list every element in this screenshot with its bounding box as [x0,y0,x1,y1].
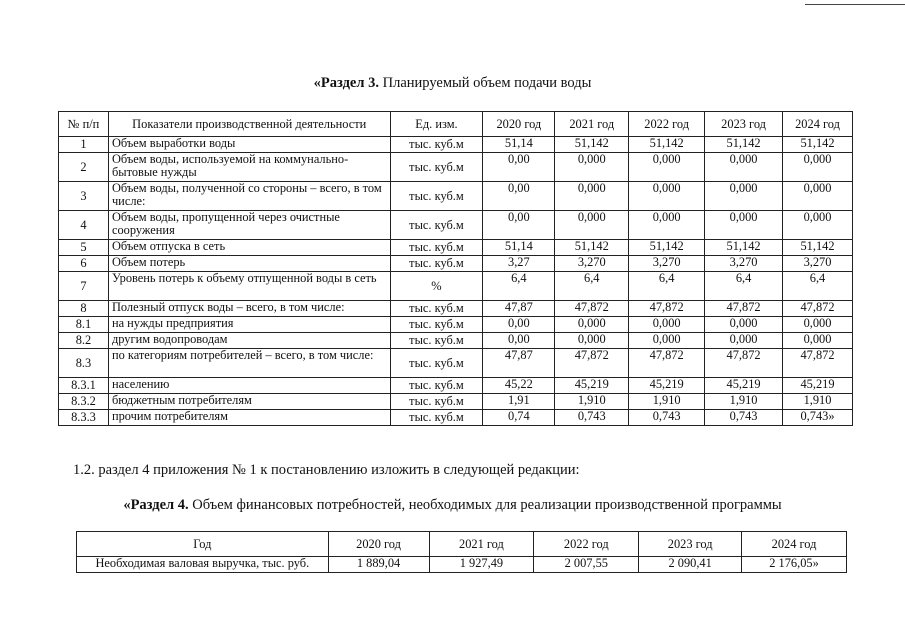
value-cell: 1,910 [705,394,783,410]
value-cell: 0,000 [555,153,629,182]
row-number: 7 [59,272,109,301]
value-cell: 1,910 [783,394,853,410]
value-cell: 47,872 [705,349,783,378]
row-number: 4 [59,211,109,240]
unit-cell: % [390,272,483,301]
table-row [59,240,853,256]
row-number: 8.3.2 [59,394,109,410]
value-cell: 2 090,41 [639,557,742,573]
value-cell: 0,000 [783,317,853,333]
indicator-name: Объем отпуска в сеть [108,240,390,256]
table-header-row [77,532,847,557]
value-cell: 0,000 [783,211,853,240]
column-header: 2023 год [639,532,742,557]
value-cell: 47,872 [555,301,629,317]
column-header: 2020 год [328,532,429,557]
value-cell: 47,872 [555,349,629,378]
value-cell: 1,910 [629,394,705,410]
value-cell: 47,872 [705,301,783,317]
unit-cell: тыс. куб.м [390,410,483,426]
value-cell: 0,000 [705,182,783,211]
value-cell: 0,00 [483,317,555,333]
value-cell: 51,142 [705,137,783,153]
row-number: 5 [59,240,109,256]
unit-cell: тыс. куб.м [390,333,483,349]
value-cell: 2 007,55 [534,557,639,573]
value-cell: 47,87 [483,301,555,317]
indicator-name: Полезный отпуск воды – всего, в том числе: [108,301,390,317]
table-row [59,256,853,272]
value-cell: 47,872 [783,349,853,378]
column-header: 2024 год [783,112,853,137]
value-cell: 0,000 [705,333,783,349]
value-cell: 45,219 [705,378,783,394]
column-header: 2023 год [705,112,783,137]
indicator-name: населению [108,378,390,394]
column-header: 2020 год [483,112,555,137]
value-cell: 1,91 [483,394,555,410]
value-cell: 45,219 [555,378,629,394]
value-cell: 51,142 [555,240,629,256]
table-row [59,182,853,211]
value-cell: 3,270 [629,256,705,272]
corner-line [805,4,905,5]
value-cell: 0,000 [629,211,705,240]
value-cell: 51,14 [483,240,555,256]
value-cell: 0,743 [629,410,705,426]
indicator-name: другим водопроводам [108,333,390,349]
unit-cell: тыс. куб.м [390,137,483,153]
indicator-name: Объем воды, полученной со стороны – всего, в том числе: [108,182,390,211]
table-row [59,211,853,240]
value-cell: 0,000 [629,333,705,349]
row-number: 6 [59,256,109,272]
indicator-name: Объем выработки воды [108,137,390,153]
value-cell: 0,000 [555,211,629,240]
column-header: 2021 год [429,532,534,557]
row-number: 8.3.3 [59,410,109,426]
value-cell: 3,270 [783,256,853,272]
column-header: Показатели производственной деятельности [108,112,390,137]
value-cell: 0,000 [705,211,783,240]
section3-title-bold: «Раздел 3. [313,75,379,91]
indicator-name: бюджетным потребителям [108,394,390,410]
table-row [59,317,853,333]
value-cell: 51,142 [629,137,705,153]
indicator-name: Объем потерь [108,256,390,272]
indicator-name: Необходимая валовая выручка, тыс. руб. [77,557,329,573]
value-cell: 47,872 [629,349,705,378]
value-cell: 51,14 [483,137,555,153]
value-cell: 45,219 [783,378,853,394]
table-row [59,394,853,410]
column-header: 2022 год [534,532,639,557]
table-row [59,333,853,349]
value-cell: 6,4 [783,272,853,301]
value-cell: 0,000 [629,153,705,182]
column-header: 2021 год [555,112,629,137]
value-cell: 0,74 [483,410,555,426]
value-cell: 1 889,04 [328,557,429,573]
water-supply-table [58,111,853,426]
value-cell: 0,000 [555,317,629,333]
value-cell: 0,743 [705,410,783,426]
row-number: 2 [59,153,109,182]
table-row [59,272,853,301]
financial-needs-table [76,531,847,573]
value-cell: 0,000 [629,182,705,211]
value-cell: 47,87 [483,349,555,378]
value-cell: 6,4 [483,272,555,301]
unit-cell: тыс. куб.м [390,182,483,211]
value-cell: 51,142 [783,137,853,153]
unit-cell: тыс. куб.м [390,317,483,333]
section4-title-bold: «Раздел 4. [123,497,189,513]
value-cell: 0,000 [705,153,783,182]
unit-cell: тыс. куб.м [390,394,483,410]
value-cell: 0,000 [629,317,705,333]
indicator-name: Уровень потерь к объему отпущенной воды в сеть [108,272,390,301]
table-row [59,137,853,153]
unit-cell: тыс. куб.м [390,153,483,182]
value-cell: 0,00 [483,153,555,182]
indicator-name: по категориям потребителей – всего, в том числе: [108,349,390,378]
row-number: 8.3.1 [59,378,109,394]
unit-cell: тыс. куб.м [390,240,483,256]
table-header-row [59,112,853,137]
value-cell: 0,000 [555,333,629,349]
value-cell: 0,000 [705,317,783,333]
column-header: № п/п [59,112,109,137]
unit-cell: тыс. куб.м [390,211,483,240]
row-number: 8.3 [59,349,109,378]
value-cell: 6,4 [555,272,629,301]
value-cell: 51,142 [705,240,783,256]
value-cell: 3,270 [705,256,783,272]
column-header: 2022 год [629,112,705,137]
row-number: 8 [59,301,109,317]
row-number: 3 [59,182,109,211]
value-cell: 45,22 [483,378,555,394]
column-header: Год [77,532,329,557]
section3-title [0,75,905,92]
indicator-name: на нужды предприятия [108,317,390,333]
value-cell: 3,270 [555,256,629,272]
value-cell: 0,743» [783,410,853,426]
indicator-name: прочим потребителям [108,410,390,426]
section4-title [0,497,905,514]
value-cell: 47,872 [629,301,705,317]
value-cell: 3,27 [483,256,555,272]
value-cell: 2 176,05» [742,557,847,573]
value-cell: 51,142 [783,240,853,256]
table-row [59,378,853,394]
table-row [59,349,853,378]
section4-title-text: Объем финансовых потребностей, необходимых для реализации производственной программы [188,497,782,513]
value-cell: 0,000 [783,182,853,211]
value-cell: 0,00 [483,333,555,349]
indicator-name: Объем воды, используемой на коммунально-бытовые нужды [108,153,390,182]
unit-cell: тыс. куб.м [390,256,483,272]
section3-title-text: Планируемый объем подачи воды [378,75,592,91]
value-cell: 51,142 [629,240,705,256]
paragraph-1-2: 1.2. раздел 4 приложения № 1 к постановлению изложить в следующей редакции: [73,462,580,478]
table-row [77,557,847,573]
indicator-name: Объем воды, пропущенной через очистные сооружения [108,211,390,240]
table-row [59,301,853,317]
column-header: Ед. изм. [390,112,483,137]
table-row [59,153,853,182]
value-cell: 45,219 [629,378,705,394]
value-cell: 0,000 [783,153,853,182]
value-cell: 0,00 [483,211,555,240]
value-cell: 47,872 [783,301,853,317]
value-cell: 6,4 [629,272,705,301]
value-cell: 51,142 [555,137,629,153]
value-cell: 0,743 [555,410,629,426]
value-cell: 1,910 [555,394,629,410]
value-cell: 6,4 [705,272,783,301]
row-number: 8.1 [59,317,109,333]
row-number: 8.2 [59,333,109,349]
row-number: 1 [59,137,109,153]
value-cell: 0,000 [783,333,853,349]
value-cell: 0,000 [555,182,629,211]
value-cell: 1 927,49 [429,557,534,573]
unit-cell: тыс. куб.м [390,301,483,317]
table-row [59,410,853,426]
value-cell: 0,00 [483,182,555,211]
unit-cell: тыс. куб.м [390,378,483,394]
column-header: 2024 год [742,532,847,557]
unit-cell: тыс. куб.м [390,349,483,378]
